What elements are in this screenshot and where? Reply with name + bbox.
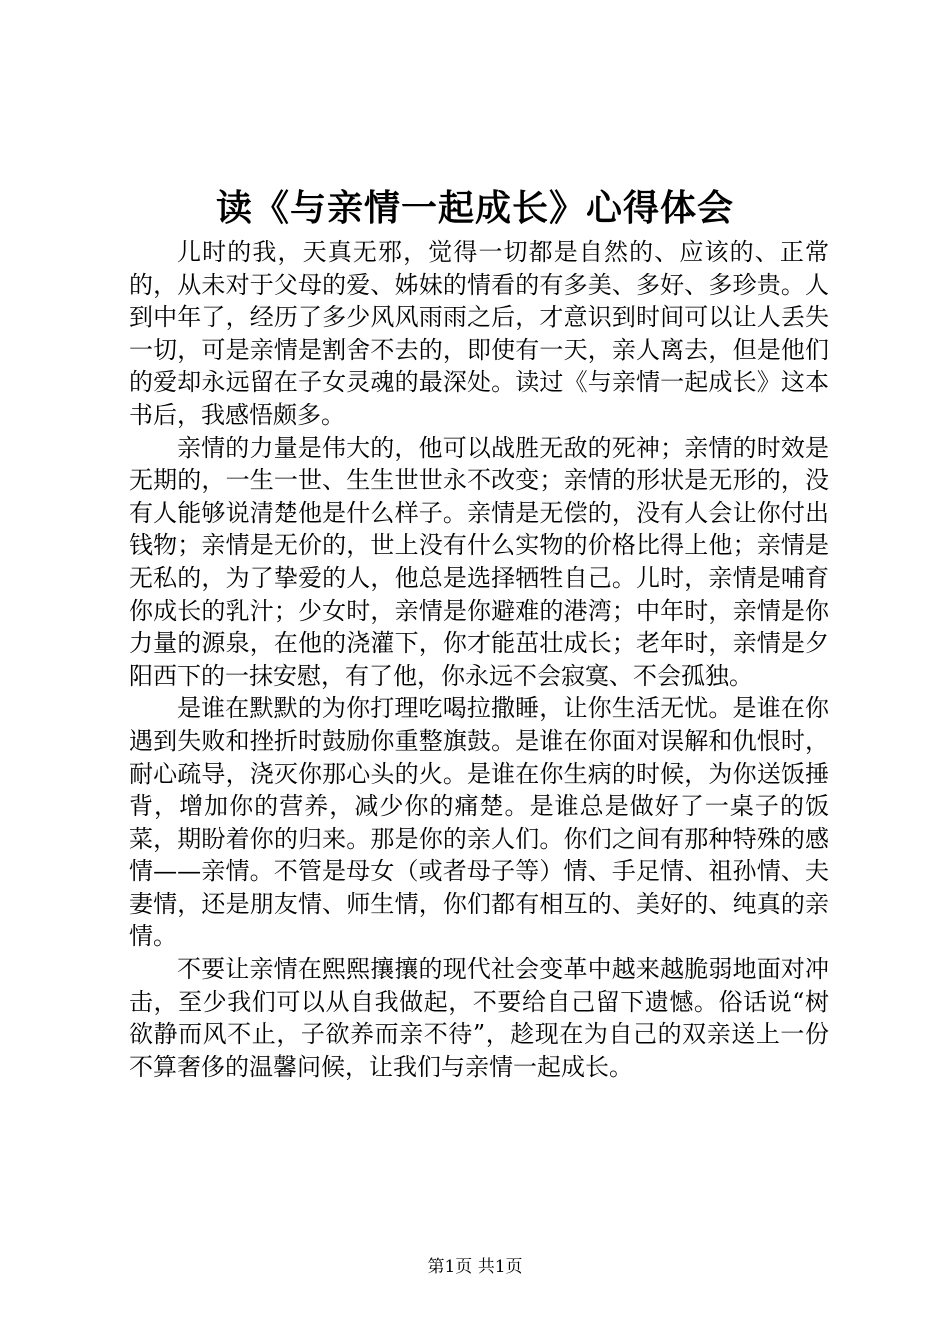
document-body — [129, 236, 829, 1083]
document-title: 读《与亲情一起成长》心得体会 — [215, 188, 734, 229]
paragraph: 不要让亲情在熙熙攘攘的现代社会变革中越来越脆弱地面对冲击，至少我们可以从自我做起，不要给自己留下遗憾。俗话说“树欲静而风不止，子欲养而亲不待”，趁现在为自己的双亲送上一份不算奢侈的温馨问候，让我们与亲情一起成长。 — [129, 955, 829, 1081]
paragraph: 亲情的力量是伟大的，他可以战胜无敌的死神；亲情的时效是无期的，一生一世、生生世世永不改变；亲情的形状是无形的，没有人能够说清楚他是什么样子。亲情是无偿的，没有人会让你付出钱物；亲情是无价的，世上没有什么实物的价格比得上他；亲情是无私的，为了挚爱的人，他总是选择牺牲自己。儿时，亲情是哺育你成长的乳汁；少女时，亲情是你避难的港湾；中年时，亲情是你力量的源泉，在他的浇灌下，你才能茁壮成长；老年时，亲情是夕阳西下的一抹安慰，有了他，你永远不会寂寞、不会孤独。 — [129, 433, 829, 690]
paragraph: 儿时的我，天真无邪，觉得一切都是自然的、应该的、正常的，从未对于父母的爱、姊妹的情看的有多美、多好、多珍贵。人到中年了，经历了多少风风雨雨之后，才意识到时间可以让人丢失一切，可是亲情是割舍不去的，即使有一天，亲人离去，但是他们的爱却永远留在子女灵魂的最深处。读过《与亲情一起成长》这本书后，我感悟颇多。 — [129, 238, 829, 429]
paragraph: 是谁在默默的为你打理吃喝拉撒睡，让你生活无忧。是谁在你遇到失败和挫折时鼓励你重整旗鼓。是谁在你面对误解和仇恨时，耐心疏导，浇灭你那心头的火。是谁在你生病的时候，为你送饭捶背，增加你的营养，减少你的痛楚。是谁总是做好了一桌子的饭菜，期盼着你的归来。那是你的亲人们。你们之间有那种特殊的感情——亲情。不管是母女（或者母子等）情、手足情、祖孙情、夫妻情，还是朋友情、师生情，你们都有相互的、美好的、纯真的亲情。 — [129, 694, 829, 951]
page-footer: 第1页 共1页 — [427, 1257, 523, 1277]
